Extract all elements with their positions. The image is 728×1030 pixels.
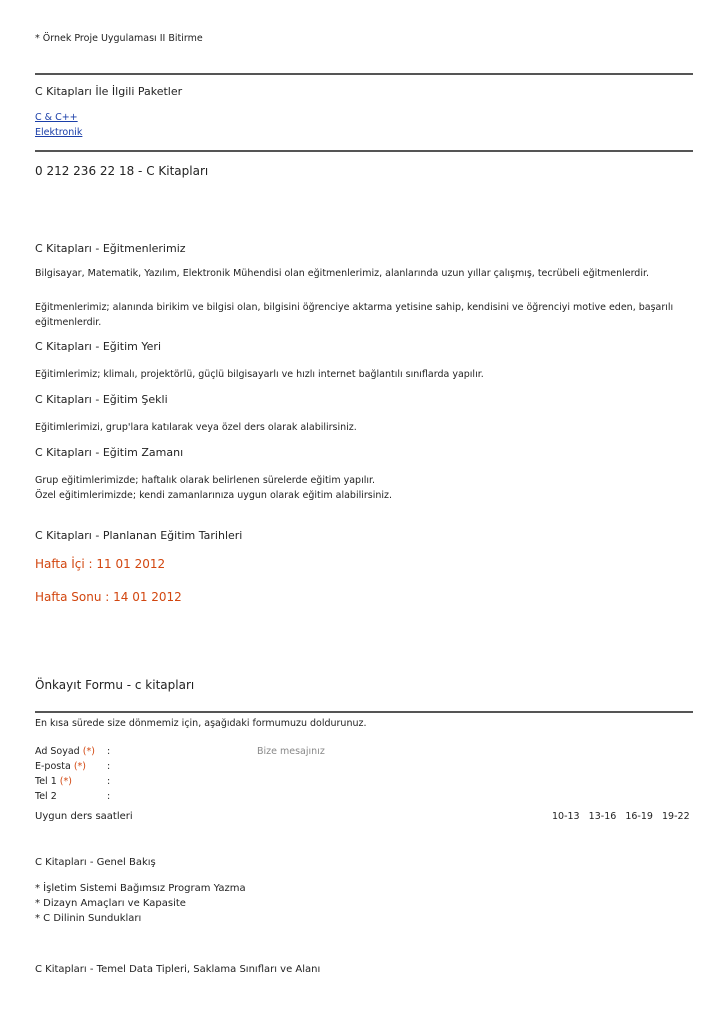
field-label-email: E-posta (*)	[35, 761, 86, 772]
overview-title: C Kitapları - Genel Bakış	[35, 857, 156, 868]
tel-2-input[interactable]: :	[107, 791, 111, 802]
top-note: * Örnek Proje Uygulaması II Bitirme	[35, 33, 203, 44]
divider	[35, 711, 693, 713]
format-text: Eğitimlerimizi, grup'lara katılarak veya özel ders olarak alabilirsiniz.	[35, 422, 357, 433]
timing-title: C Kitapları - Eğitim Zamanı	[35, 446, 184, 459]
tel-1-input[interactable]: :	[107, 776, 111, 787]
phone-heading: 0 212 236 22 18 - C Kitapları	[35, 164, 209, 178]
form-intro: En kısa sürede size dönmemiz için, aşağıdaki formumuzu doldurunuz.	[35, 718, 367, 729]
teachers-paragraph-2-line-2: eğitmenlerdir.	[35, 317, 102, 328]
field-label-name: Ad Soyad (*)	[35, 746, 95, 757]
list-item: * İşletim Sistemi Bağımsız Program Yazma	[35, 883, 246, 894]
hours-label: Uygun ders saatleri	[35, 811, 133, 822]
teachers-title: C Kitapları - Eğitmenlerimiz	[35, 242, 186, 255]
dates-title: C Kitapları - Planlanan Eğitim Tarihleri	[35, 529, 243, 542]
timing-line-2: Özel eğitimlerimizde; kendi zamanlarınıza uygun olarak eğitim alabilirsiniz.	[35, 490, 393, 501]
hour-option[interactable]: 13-16	[588, 811, 617, 822]
hour-option[interactable]: 16-19	[625, 811, 653, 822]
hour-option[interactable]: 19-22	[662, 811, 690, 822]
registration-form	[35, 744, 435, 804]
teachers-paragraph-2-line-1: Eğitmenlerimiz; alanında birikim ve bilgisi olan, bilgisini öğrenciye aktarma yetisine sahip, kendisini ve öğrenciyi motive eden, başarılı	[35, 302, 674, 313]
weekend-date: Hafta Sonu : 14 01 2012	[35, 590, 182, 604]
required-mark: (*)	[73, 761, 86, 772]
packages-links	[35, 110, 82, 140]
email-input[interactable]: :	[107, 761, 111, 772]
packages-title: C Kitapları İle İlgili Paketler	[35, 85, 183, 98]
format-title: C Kitapları - Eğitim Şekli	[35, 393, 168, 406]
divider	[35, 150, 693, 152]
timing-line-1: Grup eğitimlerimizde; haftalık olarak belirlenen sürelerde eğitim yapılır.	[35, 475, 376, 486]
list-item: * Dizayn Amaçları ve Kapasite	[35, 898, 186, 909]
field-label-tel-2: Tel 2	[35, 791, 57, 802]
hours-options	[552, 809, 690, 824]
message-textarea[interactable]: Bize mesajınız	[257, 746, 325, 757]
overview-list	[35, 881, 246, 926]
list-item: * C Dilinin Sundukları	[35, 913, 142, 924]
weekday-date: Hafta İçi : 11 01 2012	[35, 557, 166, 571]
required-mark: (*)	[59, 776, 72, 787]
teachers-paragraph-1: Bilgisayar, Matematik, Yazılım, Elektronik Mühendisi olan eğitmenlerimiz, alanlarında uzun yıllar çalışmış, tecrübeli eğitmenlerdir.	[35, 268, 650, 279]
data-types-heading: C Kitapları - Temel Data Tipleri, Saklama Sınıfları ve Alanı	[35, 964, 321, 975]
link-elektronik[interactable]: Elektronik	[35, 127, 83, 138]
divider	[35, 73, 693, 75]
required-mark: (*)	[82, 746, 95, 757]
form-title: Önkayıt Formu - c kitapları	[35, 678, 195, 692]
hour-option[interactable]: 10-13	[552, 811, 580, 822]
field-label-tel-1: Tel 1 (*)	[35, 776, 72, 787]
location-text: Eğitimlerimiz; klimalı, projektörlü, güçlü bilgisayarlı ve hızlı internet bağlantılı sınıflarda yapılır.	[35, 369, 484, 380]
name-input[interactable]: :	[107, 746, 111, 757]
location-title: C Kitapları - Eğitim Yeri	[35, 340, 161, 353]
link-c-cpp[interactable]: C & C++	[35, 112, 78, 123]
